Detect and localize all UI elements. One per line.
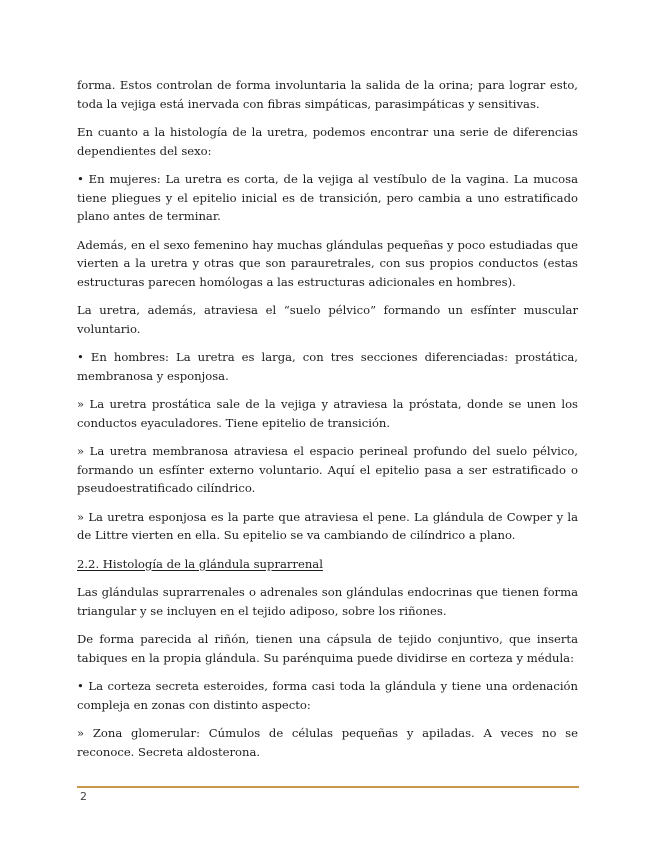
paragraph: forma. Estos controlan de forma involuntaria la salida de la orina; para lograr esto, toda la vejiga está inervada con fibras simpáticas, parasimpáticas y sensitivas.: [77, 78, 578, 111]
paragraph: La uretra, además, atraviesa el “suelo pélvico” formando un esfínter muscular voluntario.: [77, 303, 578, 336]
sub-bullet-spongy: » La uretra esponjosa es la parte que atraviesa el pene. La glándula de Cowper y la de Littre vierten en ella. Su epitelio se va cambiando de cilíndrico a plano.: [77, 509, 578, 542]
paragraph: De forma parecida al riñón, tienen una cápsula de tejido conjuntivo, que inserta tabiques en la propia glándula. Su parénquima puede dividirse en corteza y médula:: [77, 632, 578, 665]
page-body: [77, 76, 578, 771]
footer-rule: [77, 786, 579, 788]
section-heading: 2.2. Histología de la glándula suprarrenal: [77, 556, 323, 571]
sub-bullet-membranous: » La uretra membranosa atraviesa el espacio perineal profundo del suelo pélvico, formando un esfínter externo voluntario. Aquí el epitelio pasa a ser estratificado o pseudoestratificado cilíndrico.: [77, 444, 578, 495]
bullet-paragraph-cortex: • La corteza secreta esteroides, forma casi toda la glándula y tiene una ordenación compleja en zonas con distinto aspecto:: [77, 679, 578, 712]
bullet-paragraph-men: • En hombres: La uretra es larga, con tres secciones diferenciadas: prostática, membranosa y esponjosa.: [77, 350, 578, 383]
sub-bullet-prostatic: » La uretra prostática sale de la vejiga y atraviesa la próstata, donde se unen los conductos eyaculadores. Tiene epitelio de transición.: [77, 397, 578, 430]
bullet-paragraph-women: • En mujeres: La uretra es corta, de la vejiga al vestíbulo de la vagina. La mucosa tiene pliegues y el epitelio inicial es de transición, pero cambia a uno estratificado plano antes de terminar.: [77, 172, 578, 223]
paragraph: Además, en el sexo femenino hay muchas glándulas pequeñas y poco estudiadas que vierten a la uretra y otras que son parauretrales, con sus propios conductos (estas estructuras parecen homólogas a las estructuras adicionales en hombres).: [77, 237, 578, 289]
sub-bullet-glomerular: » Zona glomerular: Cúmulos de células pequeñas y apiladas. A veces no se reconoce. Secreta aldosterona.: [77, 726, 578, 759]
page-number: 2: [80, 790, 87, 803]
paragraph: Las glándulas suprarrenales o adrenales son glándulas endocrinas que tienen forma triangular y se incluyen en el tejido adiposo, sobre los riñones.: [77, 585, 578, 618]
paragraph: En cuanto a la histología de la uretra, podemos encontrar una serie de diferencias dependientes del sexo:: [77, 125, 578, 158]
